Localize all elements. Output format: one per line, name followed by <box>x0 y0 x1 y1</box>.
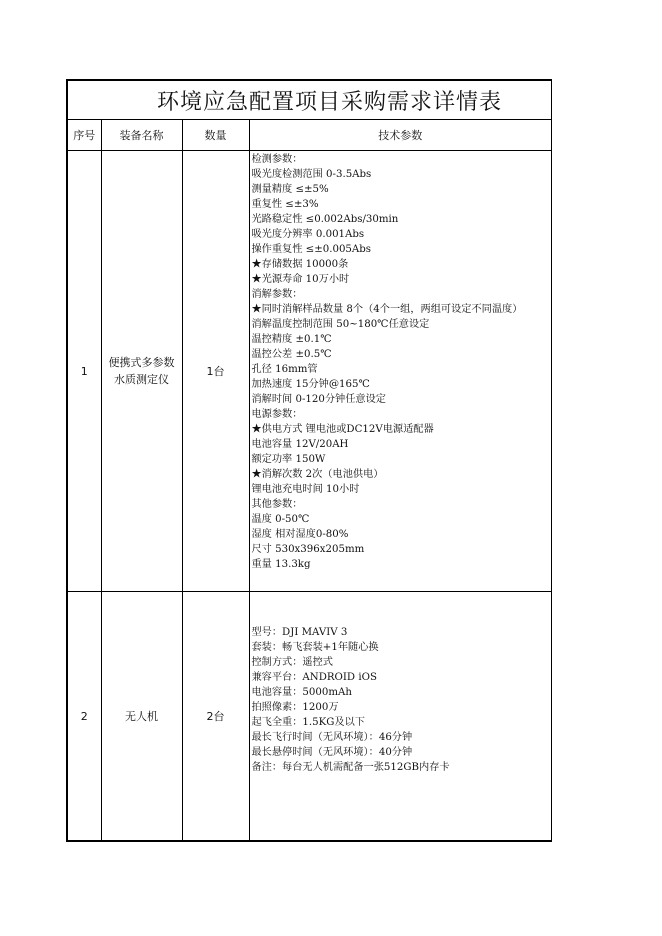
table-header-row <box>67 120 552 151</box>
spec-line: ★光源寿命 10万小时 <box>251 274 350 285</box>
spec-line: 起飞全重：1.5KG及以下 <box>251 717 365 728</box>
spec-line: 电池容量 12V/20AH <box>251 439 349 450</box>
spec-line: ★消解次数 2次（电池供电） <box>251 469 384 480</box>
spec-line: 套装：畅飞套装+1年随心换 <box>251 642 379 653</box>
spec-line: 控制方式：遥控式 <box>251 657 333 668</box>
spec-line: 型号：DJI MAVIV 3 <box>251 627 348 638</box>
procurement-sheet <box>66 79 552 842</box>
spec-line: 额定功率 150W <box>251 454 326 465</box>
requirements-table <box>66 79 552 842</box>
spec-line: 尺寸 530x396x205mm <box>251 544 365 555</box>
spec-line: 电池容量：5000mAh <box>251 687 352 698</box>
spec-line: 重复性 ≤±3% <box>251 199 319 210</box>
table-row <box>67 151 552 592</box>
spec-line: 消解时间 0-120分钟任意设定 <box>251 394 386 405</box>
quantity: 1台 <box>182 151 249 592</box>
spec-line: 加热速度 15分钟@165℃ <box>251 379 370 390</box>
row-number: 2 <box>67 592 101 842</box>
spec-line: 光路稳定性 ≤0.002Abs/30min <box>251 214 399 225</box>
equipment-name <box>101 151 182 592</box>
spec-line: 温控精度 ±0.1℃ <box>251 334 332 345</box>
tech-spec <box>249 151 552 592</box>
spec-line: 吸光度分辨率 0.001Abs <box>251 229 365 240</box>
equipment-name-line: 水质测定仪 <box>114 373 169 386</box>
header-name: 装备名称 <box>101 120 182 151</box>
spec-line: 锂电池充电时间 10小时 <box>251 484 360 495</box>
spec-line: ★供电方式 锂电池或DC12V电源适配器 <box>251 424 434 435</box>
spec-line: 孔径 16mm管 <box>251 364 318 375</box>
spec-line: 最长悬停时间（无风环境）：40分钟 <box>251 747 413 758</box>
spec-line: ★同时消解样品数量 8个（4个一组，两组可设定不同温度） <box>251 304 523 315</box>
spec-line: 操作重复性 ≤±0.005Abs <box>251 244 372 255</box>
equipment-name: 无人机 <box>101 592 182 842</box>
spec-line: 湿度 相对湿度0-80% <box>251 529 349 540</box>
spec-line: ★存储数据 10000条 <box>251 259 349 270</box>
spec-line: 消解参数： <box>251 289 303 300</box>
row-number: 1 <box>67 151 101 592</box>
spec-line: 测量精度 ≤±5% <box>251 184 329 195</box>
spec-line: 拍照像素：1200万 <box>251 702 339 713</box>
spec-line: 备注：每台无人机需配备一张512GB内存卡 <box>251 762 450 773</box>
spec-line: 检测参数： <box>251 154 303 165</box>
quantity: 2台 <box>182 592 249 842</box>
header-spec: 技术参数 <box>249 120 552 151</box>
header-qty: 数量 <box>182 120 249 151</box>
spec-line: 消解温度控制范围 50~180℃任意设定 <box>251 319 430 330</box>
spec-line: 温度 0-50℃ <box>251 514 310 525</box>
spec-line: 其他参数： <box>251 499 303 510</box>
table-row <box>67 592 552 842</box>
equipment-name-line: 便携式多参数 <box>108 356 175 369</box>
header-no: 序号 <box>67 120 101 151</box>
tech-spec <box>249 592 552 842</box>
spec-line: 温控公差 ±0.5℃ <box>251 349 332 360</box>
page-title: 环境应急配置项目采购需求详情表 <box>67 80 552 120</box>
spec-line: 兼容平台：ANDROID iOS <box>251 672 377 683</box>
spec-line: 吸光度检测范围 0-3.5Abs <box>251 169 372 180</box>
spec-line: 电源参数： <box>251 409 303 420</box>
spec-line: 最长飞行时间（无风环境）：46分钟 <box>251 732 413 743</box>
spec-line: 重量 13.3kg <box>251 559 311 570</box>
